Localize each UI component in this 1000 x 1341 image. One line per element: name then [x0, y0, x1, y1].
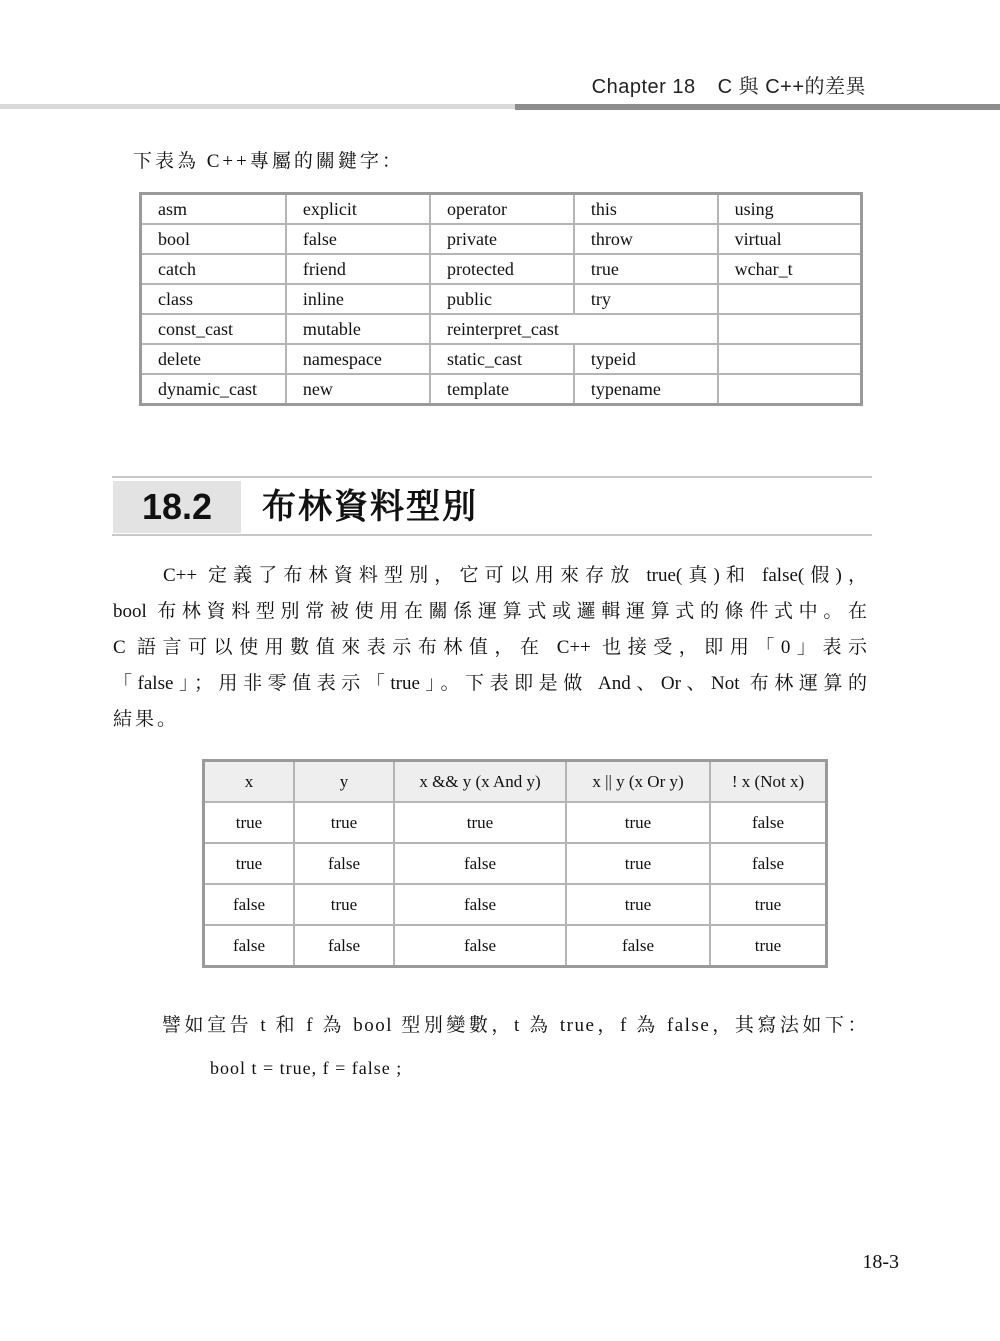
- table-cell: false: [394, 843, 566, 884]
- table-cell: using: [718, 194, 862, 225]
- table-row: [204, 802, 827, 843]
- section-number: 18.2: [113, 481, 241, 533]
- column-header: ! x (Not x): [710, 761, 827, 803]
- table-cell: virtual: [718, 224, 862, 254]
- table-cell: throw: [574, 224, 718, 254]
- table-cell: delete: [141, 344, 286, 374]
- table-row: [204, 884, 827, 925]
- column-header: x: [204, 761, 295, 803]
- table-cell: false: [204, 925, 295, 967]
- table-cell: true: [574, 254, 718, 284]
- header-rule-light: [0, 104, 515, 109]
- chapter-title: C 與 C++的差異: [717, 76, 866, 98]
- header-rule-dark: [515, 104, 1000, 110]
- table-cell: reinterpret_cast: [430, 314, 718, 344]
- code-snippet: bool t = true, f = false ;: [210, 1058, 403, 1078]
- section-rule-top: [112, 476, 872, 478]
- keywords-intro: 下表為 C++專屬的關鍵字：: [133, 151, 404, 172]
- column-header: x && y (x And y): [394, 761, 566, 803]
- table-cell: false: [710, 802, 827, 843]
- table-cell: false: [394, 925, 566, 967]
- table-cell: new: [286, 374, 430, 405]
- body-paragraph: [113, 558, 867, 738]
- table-cell: [718, 314, 862, 344]
- table-cell: [718, 374, 862, 405]
- table-cell: true: [394, 802, 566, 843]
- table-cell: protected: [430, 254, 574, 284]
- table-cell: public: [430, 284, 574, 314]
- keywords-table: [139, 192, 863, 406]
- table-cell: true: [566, 802, 710, 843]
- table-cell: inline: [286, 284, 430, 314]
- table-row: [141, 314, 862, 344]
- table-cell: false: [294, 843, 394, 884]
- page-number: 18-3: [862, 1251, 899, 1273]
- table-row: [204, 843, 827, 884]
- paragraph-line: C++ 定義了布林資料型別，它可以用來存放 true(真)和 false(假)，: [163, 565, 867, 586]
- table-cell: const_cast: [141, 314, 286, 344]
- table-cell: false: [394, 884, 566, 925]
- section-title: 布林資料型別: [262, 487, 478, 527]
- table-cell: false: [204, 884, 295, 925]
- table-cell: true: [710, 925, 827, 967]
- table-cell: private: [430, 224, 574, 254]
- table-cell: true: [710, 884, 827, 925]
- table-cell: dynamic_cast: [141, 374, 286, 405]
- table-cell: class: [141, 284, 286, 314]
- section-rule-bottom: [112, 534, 872, 536]
- table-cell: [718, 284, 862, 314]
- table-cell: catch: [141, 254, 286, 284]
- table-cell: try: [574, 284, 718, 314]
- table-cell: static_cast: [430, 344, 574, 374]
- table-cell: typeid: [574, 344, 718, 374]
- table-cell: bool: [141, 224, 286, 254]
- boolean-truth-table: [202, 759, 828, 968]
- table-cell: this: [574, 194, 718, 225]
- table-row: [141, 224, 862, 254]
- table-cell: friend: [286, 254, 430, 284]
- table-row: [204, 925, 827, 967]
- table-cell: wchar_t: [718, 254, 862, 284]
- table-header-row: [204, 761, 827, 803]
- table-cell: false: [710, 843, 827, 884]
- table-cell: asm: [141, 194, 286, 225]
- paragraph-line: C 語言可以使用數值來表示布林值，在 C++ 也接受，即用「0」表示: [113, 637, 867, 658]
- table-cell: true: [294, 884, 394, 925]
- paragraph-line: bool 布林資料型別常被使用在關係運算式或邏輯運算式的條件式中。在: [113, 601, 867, 622]
- table-cell: typename: [574, 374, 718, 405]
- running-header: [592, 70, 866, 99]
- table-row: [141, 374, 862, 405]
- table-cell: true: [566, 843, 710, 884]
- table-cell: explicit: [286, 194, 430, 225]
- table-row: [141, 284, 862, 314]
- table-row: [141, 194, 862, 225]
- table-cell: true: [204, 843, 295, 884]
- table-row: [141, 344, 862, 374]
- example-text: 譬如宣告 t 和 f 為 bool 型別變數，t 為 true，f 為 false，其寫法如下：: [162, 1015, 868, 1036]
- table-cell: mutable: [286, 314, 430, 344]
- table-cell: true: [566, 884, 710, 925]
- chapter-label: Chapter 18: [591, 76, 696, 98]
- table-row: [141, 254, 862, 284]
- column-header: y: [294, 761, 394, 803]
- table-cell: [718, 344, 862, 374]
- table-cell: false: [294, 925, 394, 967]
- table-cell: false: [286, 224, 430, 254]
- paragraph-line: 「false」；用非零值表示「true」。下表即是做 And、Or、Not 布林運算的: [113, 673, 867, 694]
- column-header: x || y (x Or y): [566, 761, 710, 803]
- table-cell: true: [294, 802, 394, 843]
- table-cell: false: [566, 925, 710, 967]
- table-cell: operator: [430, 194, 574, 225]
- table-cell: namespace: [286, 344, 430, 374]
- paragraph-line: 結果。: [113, 709, 180, 730]
- table-cell: true: [204, 802, 295, 843]
- table-cell: template: [430, 374, 574, 405]
